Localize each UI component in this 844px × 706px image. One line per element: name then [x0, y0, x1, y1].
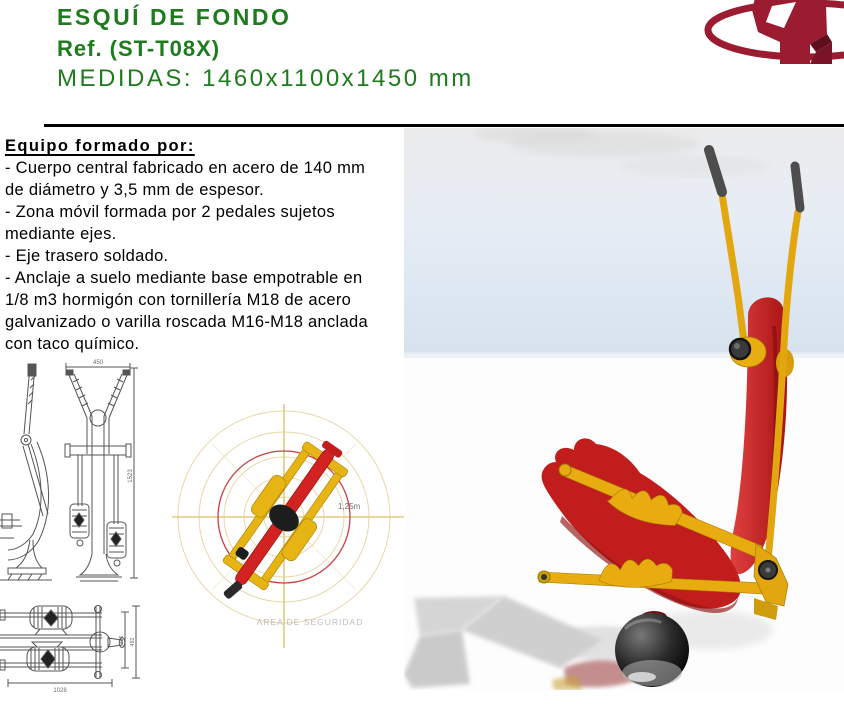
- cloud: [619, 156, 769, 176]
- reference-code: Ref. (ST-T08X): [57, 36, 221, 61]
- equipment-line: mediante ejes.: [5, 225, 117, 243]
- plan-length-dim: 1028: [53, 688, 67, 694]
- front-view-drawing: [56, 358, 148, 592]
- equipment-line: - Eje trasero soldado.: [5, 247, 169, 265]
- front-height-dim: 1523: [128, 469, 134, 483]
- equipment-line: - Cuerpo central fabricado en acero de 140 mm: [5, 159, 366, 177]
- product-render: [404, 128, 844, 690]
- header-block: [57, 2, 474, 94]
- equipment-heading: Equipo formado por:: [5, 137, 195, 155]
- equipment-line: de diámetro y 3,5 mm de espesor.: [5, 181, 265, 199]
- front-width-dim: 450: [92, 360, 104, 366]
- right-grip: [795, 166, 800, 208]
- plan-width-dim: 482: [130, 637, 136, 647]
- equipment-line: con taco químico.: [5, 335, 140, 353]
- side-view-drawing: [0, 362, 58, 586]
- page-title: ESQUÍ DE FONDO: [57, 4, 292, 30]
- equipment-line: galvanizado o varilla roscada M16-M18 anclada: [5, 313, 368, 331]
- plan-view-drawing: [0, 586, 142, 704]
- equipment-line: 1/8 m3 hormigón con tornillería M18 de acero: [5, 291, 352, 309]
- plan-inner-dim: 306: [119, 635, 125, 645]
- equipment-description: [5, 135, 405, 355]
- brand-logo-icon: [694, 0, 844, 66]
- safety-caption: AREA DE SEGURIDAD: [256, 617, 364, 627]
- safety-area-diagram: [172, 404, 404, 652]
- top-pivot-hub: [730, 337, 766, 367]
- equipment-line: - Anclaje a suelo mediante base empotrable en: [5, 269, 363, 287]
- separator-line: [44, 124, 844, 127]
- dimensions-line: MEDIDAS: 1460x1100x1450 mm: [57, 65, 474, 92]
- equipment-line: - Zona móvil formada por 2 pedales sujetos: [5, 203, 335, 221]
- radius-label: 1,25m: [338, 502, 361, 511]
